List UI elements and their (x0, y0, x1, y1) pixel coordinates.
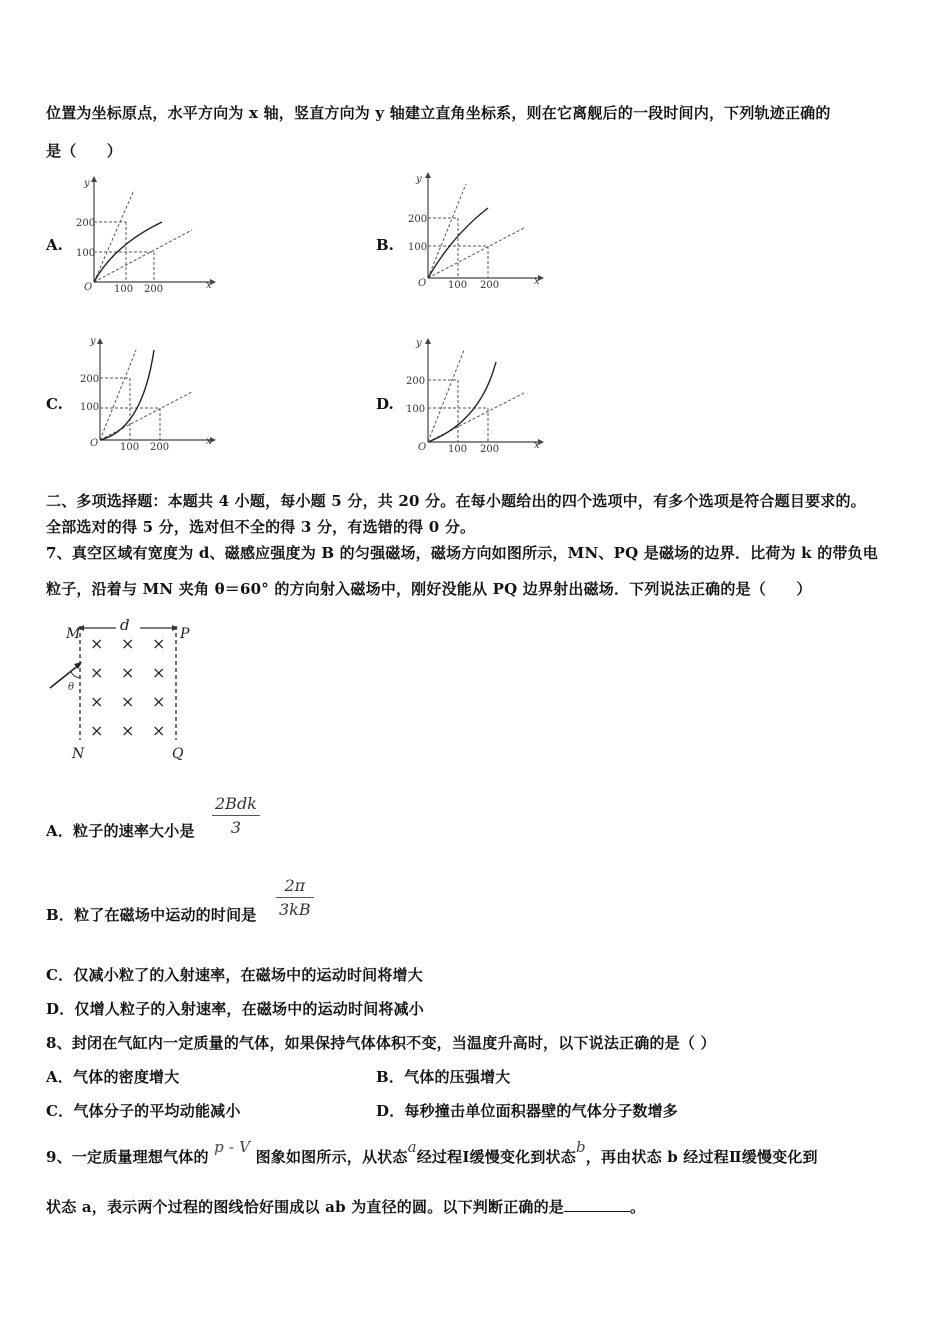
graph-b-ytick-100: 100 (408, 242, 428, 253)
field-cross: × (121, 721, 135, 740)
q7-option-c[interactable]: C．仅减小粒了的入射速率，在磁场中的运动时间将增大 (46, 966, 423, 984)
field-cross: × (152, 663, 166, 682)
q8-option-c[interactable]: C．气体分子的平均动能减小 (46, 1102, 241, 1120)
q6-option-c-label[interactable]: C. (46, 395, 63, 413)
q9-line2-end: 。 (630, 1198, 646, 1216)
graph-c-x-label: x (206, 436, 212, 447)
q9-line2-text: 状态 a，表示两个过程的图线恰好围成以 ab 为直径的圆。以下判断正确的是 (46, 1198, 564, 1216)
graph-d-xtick-100: 100 (448, 444, 468, 455)
q7-option-d[interactable]: D．仅增人粒子的入射速率，在磁场中的运动时间将减小 (46, 1000, 425, 1018)
q9-state-b: b (575, 1138, 586, 1156)
graph-b-x-label: x (534, 276, 540, 287)
field-cross: × (90, 721, 104, 740)
graph-a-xtick-100: 100 (114, 284, 134, 295)
q8-option-b[interactable]: B．气体的压强增大 (376, 1068, 511, 1086)
q6-graph-c[interactable] (80, 330, 230, 456)
graph-a-x-label: x (206, 280, 212, 291)
graph-d-ytick-100: 100 (406, 404, 426, 415)
q6-option-b-label[interactable]: B. (376, 236, 394, 254)
q7-figure-q-label: Q (172, 746, 184, 762)
field-cross: × (90, 663, 104, 682)
graph-b-xtick-200: 200 (480, 280, 500, 291)
q7-option-a[interactable]: A．粒子的速率大小是 (46, 822, 195, 840)
q7-stem-line2: 粒子，沿着与 MN 夹角 θ＝60° 的方向射入磁场中，刚好没能从 PQ 边界射出磁场．下列说法正确的是（ ） (46, 580, 812, 598)
graph-b-y-label: y (416, 174, 422, 185)
q6-graph-b[interactable] (402, 166, 552, 292)
q7-figure-d-label: d (120, 616, 130, 634)
q7-option-a-numerator: 2Bdk (215, 794, 257, 813)
graph-d-xtick-200: 200 (480, 444, 500, 455)
graph-a-xtick-200: 200 (144, 284, 164, 295)
q9-answer-blank[interactable] (564, 1199, 630, 1212)
q6-graph-d[interactable] (402, 330, 552, 456)
q6-stem-line1: 位置为坐标原点，水平方向为 x 轴，竖直方向为 y 轴建立直角坐标系，则在它离舰后的一段时间内，下列轨迹正确的 (46, 104, 831, 122)
q9-part2: 图象如图所示，从状态 (255, 1148, 408, 1166)
section2-line2: 全部选对的得 5 分，选对但不全的得 3 分，有选错的得 0 分。 (46, 518, 476, 536)
graph-c-xtick-200: 200 (150, 442, 170, 453)
section2-line1: 二、多项选择题：本题共 4 小题，每小题 5 分，共 20 分。在每小题给出的四个选项中，有多个选项是符合题目要求的。 (46, 492, 866, 510)
graph-c-y-label: y (90, 336, 96, 347)
graph-b-origin: O (418, 278, 427, 289)
graph-c-xtick-100: 100 (120, 442, 140, 453)
q6-graph-a[interactable] (74, 170, 224, 296)
field-cross: × (90, 634, 104, 653)
field-cross: × (152, 721, 166, 740)
q6-option-a-label[interactable]: A. (46, 236, 63, 254)
q7-option-a-denominator: 3 (230, 818, 242, 837)
q7-stem-line1: 7、真空区域有宽度为 d、磁感应强度为 B 的匀强磁场，磁场方向如图所示，MN、PQ 是磁场的边界．比荷为 k 的带负电 (46, 544, 878, 562)
q6-option-d-label[interactable]: D. (376, 395, 394, 413)
q7-figure-n-label: N (72, 746, 85, 762)
graph-d-origin: O (418, 442, 427, 453)
graph-a-origin: O (84, 282, 93, 293)
q7-option-b-fraction (276, 876, 314, 919)
graph-a-y-label: y (84, 178, 90, 189)
field-cross: × (90, 692, 104, 711)
q7-option-a-fraction (212, 794, 260, 837)
q7-option-b-numerator: 2π (284, 876, 306, 895)
graph-b-xtick-100: 100 (448, 280, 468, 291)
q9-state-a: a (407, 1138, 417, 1156)
q7-option-b-denominator: 3kB (279, 900, 311, 919)
q6-stem-line2: 是（ ） (46, 142, 123, 160)
q7-figure-p-label: P (180, 626, 190, 642)
field-cross: × (121, 692, 135, 711)
field-cross: × (152, 634, 166, 653)
graph-d-ytick-200: 200 (406, 376, 426, 387)
q9-part4: ，再由状态 b 经过程Ⅱ缓慢变化到 (585, 1148, 818, 1166)
graph-a-ytick-200: 200 (76, 218, 96, 229)
q7-figure-m-label: M (66, 626, 81, 642)
q9-stem-line2 (46, 1196, 645, 1217)
q7-figure-theta-label: θ (68, 682, 75, 693)
field-cross: × (152, 692, 166, 711)
q8-option-d[interactable]: D．每秒撞击单位面积器壁的气体分子数增多 (376, 1102, 679, 1120)
q9-part3: 经过程Ⅰ缓慢变化到状态 (416, 1148, 576, 1166)
q8-option-a[interactable]: A．气体的密度增大 (46, 1068, 180, 1086)
graph-c-ytick-100: 100 (80, 402, 100, 413)
graph-c-origin: O (90, 438, 99, 449)
field-cross: × (121, 663, 135, 682)
field-cross: × (121, 634, 135, 653)
q7-option-b[interactable]: B．粒了在磁场中运动的时间是 (46, 906, 257, 924)
q7-magnetic-field-figure (44, 612, 204, 764)
q9-part1: 9、一定质量理想气体的 (46, 1148, 209, 1166)
q9-stem-line1 (46, 1138, 818, 1167)
graph-d-y-label: y (416, 338, 422, 349)
graph-c-ytick-200: 200 (80, 374, 100, 385)
graph-b-ytick-200: 200 (408, 214, 428, 225)
graph-a-ytick-100: 100 (76, 248, 96, 259)
q9-pv-symbol: p - V (214, 1138, 251, 1156)
q8-stem: 8、封闭在气缸内一定质量的气体，如果保持气体体积不变，当温度升高时，以下说法正确的是（ ） (46, 1034, 716, 1052)
graph-d-x-label: x (534, 440, 540, 451)
